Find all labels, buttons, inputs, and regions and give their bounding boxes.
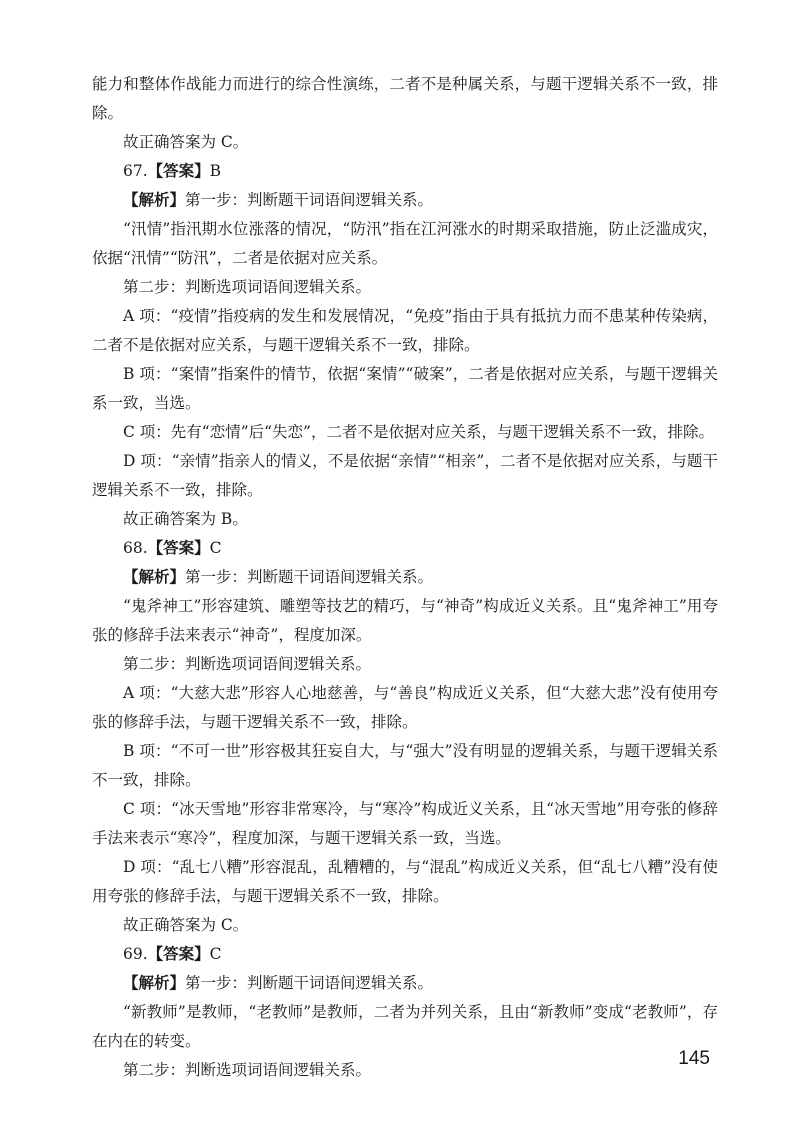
paragraph: “新教师”是教师，“老教师”是教师，二者为并列关系，且由“新教师”变成“老教师”，存在内在的转变。	[92, 1003, 718, 1050]
paragraph: 第二步：判断选项词语间逻辑关系。	[123, 655, 372, 673]
analysis-label: 【解析】	[123, 191, 186, 209]
paragraph: 故正确答案为 C。	[123, 916, 249, 934]
document-body	[92, 70, 718, 1085]
answer-label: 【答案】	[147, 945, 210, 963]
page-number: 145	[678, 1048, 710, 1069]
paragraph: 故正确答案为 C。	[123, 133, 249, 151]
analysis-text: 第一步：判断题干词语间逻辑关系。	[185, 974, 434, 992]
answer-line	[92, 534, 718, 563]
answer-label: 【答案】	[147, 539, 210, 557]
analysis-text: 第一步：判断题干词语间逻辑关系。	[185, 191, 434, 209]
analysis-label: 【解析】	[123, 974, 186, 992]
paragraph: 第二步：判断选项词语间逻辑关系。	[123, 278, 372, 296]
answer-value: C	[209, 539, 222, 557]
answer-line	[92, 157, 718, 186]
paragraph: B 项：“案情”指案件的情节，依据“案情”“破案”，二者是依据对应关系，与题干逻辑关系一致，当选。	[92, 365, 718, 412]
paragraph: D 项：“亲情”指亲人的情义，不是依据“亲情”“相亲”，二者不是依据对应关系，与题干逻辑关系不一致，排除。	[92, 452, 718, 499]
paragraph: 第二步：判断选项词语间逻辑关系。	[123, 1061, 372, 1079]
answer-value: B	[209, 162, 222, 180]
answer-label: 【答案】	[147, 162, 210, 180]
analysis-line	[92, 186, 718, 215]
answer-value: C	[209, 945, 222, 963]
paragraph: D 项：“乱七八糟”形容混乱，乱糟糟的，与“混乱”构成近义关系，但“乱七八糟”没有使用夸张的修辞手法，与题干逻辑关系不一致，排除。	[92, 858, 718, 905]
paragraph: C 项：“冰天雪地”形容非常寒冷，与“寒冷”构成近义关系，且“冰天雪地”用夸张的修辞手法来表示“寒冷”，程度加深，与题干逻辑关系一致，当选。	[92, 800, 718, 847]
analysis-text: 第一步：判断题干词语间逻辑关系。	[185, 568, 434, 586]
paragraph: 故正确答案为 B。	[123, 510, 248, 528]
paragraph: B 项：“不可一世”形容极其狂妄自大，与“强大”没有明显的逻辑关系，与题干逻辑关系不一致，排除。	[92, 742, 718, 789]
question-number: 69.	[123, 945, 148, 963]
paragraph: “鬼斧神工”形容建筑、雕塑等技艺的精巧，与“神奇”构成近义关系。且“鬼斧神工”用夸张的修辞手法来表示“神奇”，程度加深。	[92, 597, 718, 644]
answer-line	[92, 940, 718, 969]
paragraph: 能力和整体作战能力而进行的综合性演练，二者不是种属关系，与题干逻辑关系不一致，排除。	[92, 75, 718, 122]
question-number: 68.	[123, 539, 148, 557]
paragraph: A 项：“疫情”指疫病的发生和发展情况，“免疫”指由于具有抵抗力而不患某种传染病，二者不是依据对应关系，与题干逻辑关系不一致，排除。	[92, 307, 718, 354]
analysis-line	[92, 563, 718, 592]
analysis-line	[92, 969, 718, 998]
paragraph: “汛情”指汛期水位涨落的情况，“防汛”指在江河涨水的时期采取措施，防止泛滥成灾，依据“汛情”“防汛”，二者是依据对应关系。	[92, 220, 718, 267]
paragraph: C 项：先有“恋情”后“失恋”，二者不是依据对应关系，与题干逻辑关系不一致，排除。	[123, 423, 714, 441]
question-number: 67.	[123, 162, 148, 180]
analysis-label: 【解析】	[123, 568, 186, 586]
paragraph: A 项：“大慈大悲”形容人心地慈善，与“善良”构成近义关系，但“大慈大悲”没有使用夸张的修辞手法，与题干逻辑关系不一致，排除。	[92, 684, 718, 731]
